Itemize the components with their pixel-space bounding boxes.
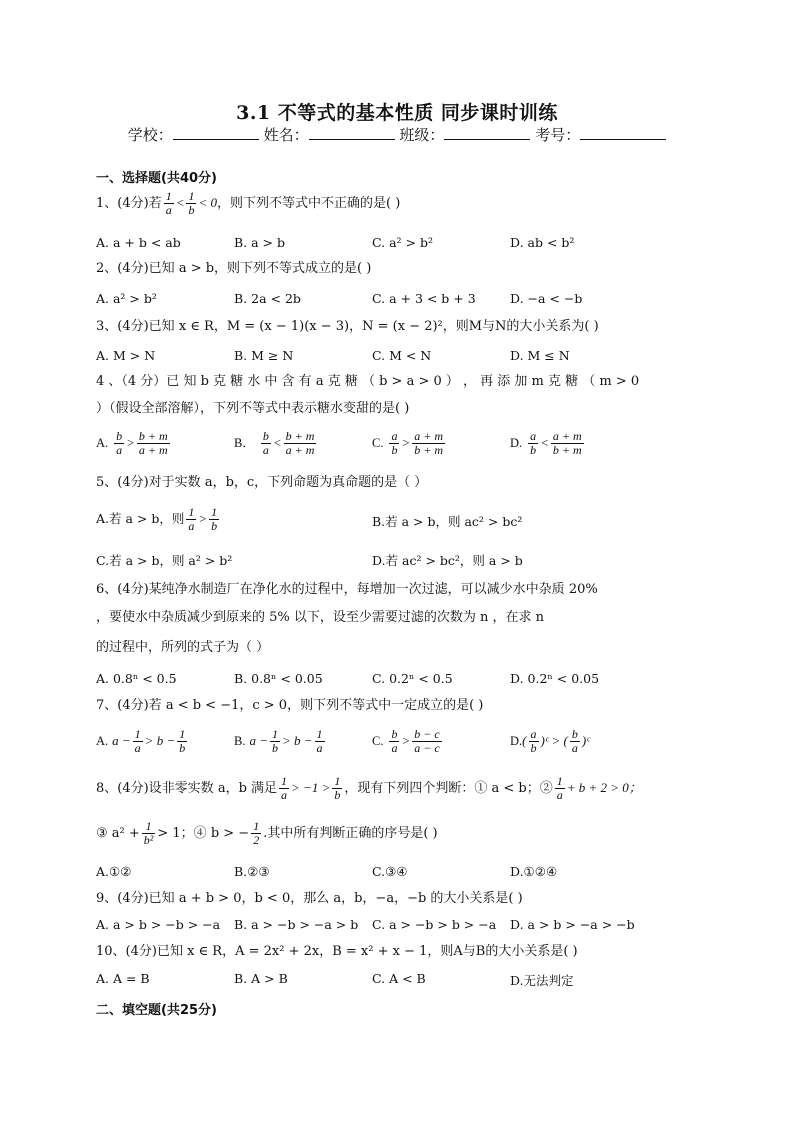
section-heading-fill-in: 二、填空题(共25分)	[96, 1003, 217, 1018]
option-d[interactable]: D.①②④	[510, 864, 558, 879]
question-1: 1、(4分)若 $\frac{1}{a}$ < $\frac{1}{b}$ < 0，则下列不等式中不正确的是( )	[96, 189, 401, 217]
fraction: $\frac{1}{b}$	[188, 189, 195, 217]
fraction: $\frac{1}{a}$	[165, 189, 172, 217]
option-a[interactable]: A. a + b < ab	[96, 235, 181, 250]
name-blank[interactable]	[309, 125, 395, 140]
option-a[interactable]: A.若 a > b，则 $\frac{1}{a}$ > $\frac{1}{b}$	[96, 505, 218, 533]
option-b[interactable]: B． $\frac{b}{a}$ < $\frac{b + m}{a + m}$	[234, 429, 315, 457]
option-c[interactable]: C. a + 3 < b + 3	[372, 291, 476, 306]
page-title: 3.1 不等式的基本性质 同步课时训练	[236, 102, 558, 124]
question-9: 9、(4分)已知 a + b > 0，b < 0，那么 a，b，−a，−b 的大小关系是( )	[96, 891, 523, 906]
option-a[interactable]: A. a − $\frac{1}{a}$ > b − $\frac{1}{b}$	[96, 727, 186, 755]
question-2: 2、(4分)已知 a > b，则下列不等式成立的是( )	[96, 261, 372, 276]
option-d[interactable]: D.无法判定	[510, 973, 574, 988]
option-a[interactable]: A. 0.8ⁿ < 0.5	[96, 671, 177, 686]
student-info-line	[0, 124, 794, 145]
option-b[interactable]: B. a − $\frac{1}{b}$ > b − $\frac{1}{a}$	[234, 727, 323, 755]
class-label: 班级：	[399, 126, 445, 144]
option-c[interactable]: C. A < B	[372, 971, 426, 986]
question-6-line-2: ，要使水中杂质减少到原来的 5% 以下，设至少需要过滤的次数为 n ，在求 n	[96, 610, 545, 625]
option-c[interactable]: C. $\frac{b}{a}$ > $\frac{b - c}{a - c}$	[372, 727, 440, 755]
school-blank[interactable]	[173, 125, 259, 140]
option-b[interactable]: B.若 a > b，则 ac² > bc²	[372, 514, 523, 529]
option-d[interactable]: D.若 ac² > bc²，则 a > b	[372, 553, 523, 568]
class-blank[interactable]	[444, 125, 530, 140]
option-c[interactable]: C.若 a > b，则 a² > b²	[96, 553, 233, 568]
question-7: 7、(4分)若 a < b < −1，c > 0，则下列不等式中一定成立的是( )	[96, 698, 484, 713]
question-4-line-1: 4 、（4 分）已 知 b 克 糖 水 中 含 有 a 克 糖 （ b > a > 0 ） ， 再 添 加 m 克 糖 （ m > 0	[96, 374, 640, 389]
option-b[interactable]: B. 0.8ⁿ < 0.05	[234, 671, 323, 686]
option-c[interactable]: C.③④	[372, 864, 408, 879]
option-b[interactable]: B. 2a < 2b	[234, 291, 301, 306]
option-a[interactable]: A. M > N	[96, 348, 156, 363]
question-1-stem: 1、(4分)若	[96, 196, 162, 211]
option-d[interactable]: D. 0.2ⁿ < 0.05	[510, 671, 600, 686]
question-8-line-2: ③ a² + $\frac{1}{\text{b²}}$ > 1；④ b > − $\frac{1}{2}$ .其中所有判断正确的序号是( )	[96, 819, 438, 847]
option-d[interactable]: D.( $\frac{a}{b}$ )ᶜ > ( $\frac{b}{a}$ )ᶜ	[510, 727, 590, 755]
question-6-line-3: 的过程中，所列的式子为（ ）	[96, 640, 270, 655]
option-c[interactable]: C. a² > b²	[372, 235, 433, 250]
question-10: 10、(4分)已知 x ∈ R，A = 2x² + 2x，B = x² + x − 1，则A与B的大小关系是( )	[96, 944, 578, 959]
option-c[interactable]: C. 0.2ⁿ < 0.5	[372, 671, 453, 686]
option-a[interactable]: A. a² > b²	[96, 291, 157, 306]
option-a[interactable]: A. a > b > −b > −a	[96, 917, 221, 932]
school-label: 学校：	[127, 126, 173, 144]
question-5: 5、(4分)对于实数 a，b，c，下列命题为真命题的是（ ）	[96, 475, 428, 490]
option-b[interactable]: B.②③	[234, 864, 270, 879]
option-d[interactable]: D. $\frac{a}{b}$ < $\frac{a + m}{b + m}$	[510, 429, 582, 457]
question-4-line-2: ）（假设全部溶解），下列不等式中表示糖水变甜的是( )	[96, 401, 410, 416]
option-c[interactable]: C. M < N	[372, 348, 432, 363]
option-c[interactable]: C. $\frac{a}{b}$ > $\frac{a + m}{b + m}$	[372, 429, 443, 457]
question-3: 3、(4分)已知 x ∈ R，M = (x − 1)(x − 3)，N = (x − 2)²，则M与N的大小关系为( )	[96, 319, 599, 334]
option-d[interactable]: D. −a < −b	[510, 291, 583, 306]
option-b[interactable]: B. a > −b > −a > b	[234, 917, 359, 932]
exam-no-blank[interactable]	[580, 125, 666, 140]
question-6-line-1: 6、(4分)某纯净水制造厂在净化水的过程中，每增加一次过滤，可以减少水中杂质 20%	[96, 582, 598, 597]
option-a[interactable]: A. A = B	[96, 971, 150, 986]
option-b[interactable]: B. A > B	[234, 971, 288, 986]
option-a[interactable]: A.①②	[96, 864, 132, 879]
option-d[interactable]: D. a > b > −a > −b	[510, 917, 635, 932]
section-heading-choice: 一、选择题(共40分)	[96, 171, 217, 186]
exam-no-label: 考号：	[535, 126, 581, 144]
question-8-line-1: 8、(4分)设非零实数 a，b 满足 $\frac{1}{a}$ > −1 > $\frac{1}{b}$ ，现有下列四个判断：① a < b；② $\frac{1}{a}$ + b + 2 > 0；	[96, 774, 642, 802]
option-b[interactable]: B. a > b	[234, 235, 286, 250]
option-b[interactable]: B. M ≥ N	[234, 348, 294, 363]
name-label: 姓名：	[263, 126, 309, 144]
option-d[interactable]: D. ab < b²	[510, 235, 575, 250]
option-a[interactable]: A. $\frac{b}{a}$ > $\frac{b + m}{a + m}$	[96, 429, 168, 457]
option-c[interactable]: C. a > −b > b > −a	[372, 917, 497, 932]
option-d[interactable]: D. M ≤ N	[510, 348, 570, 363]
